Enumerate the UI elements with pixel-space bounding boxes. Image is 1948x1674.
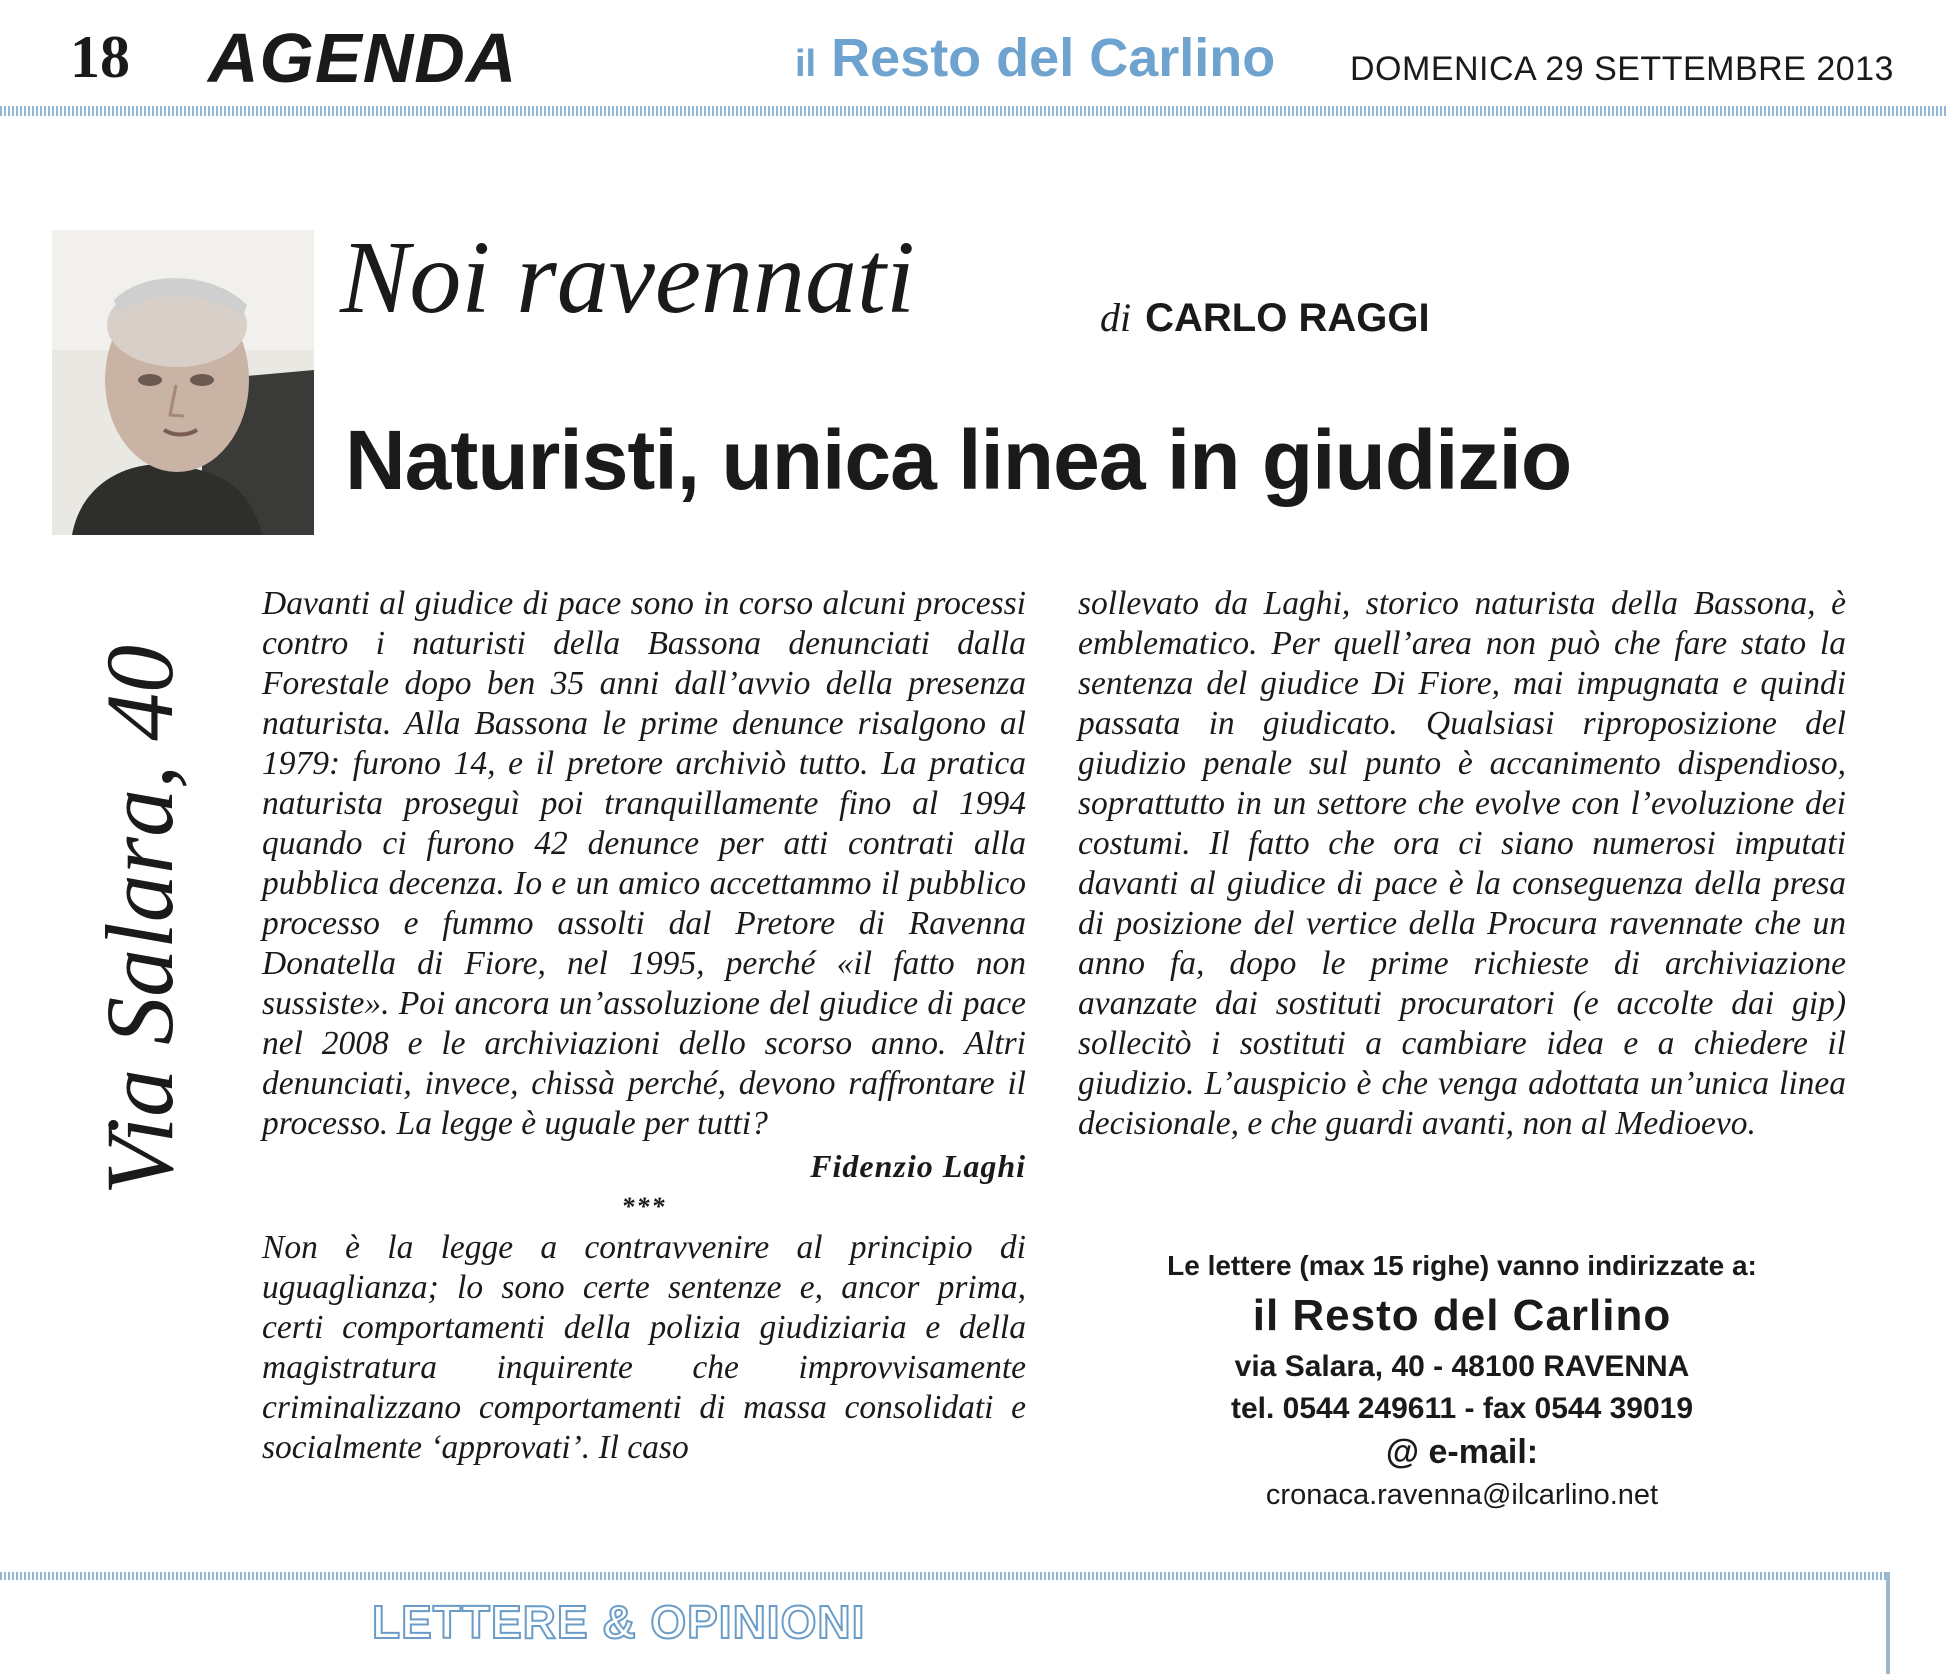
text-column-right — [1078, 584, 1846, 1144]
reply-text-part-1: Non è la legge a contravvenire al principio di uguaglianza; lo sono certe sentenze e, ancor prima, certi comportamenti della polizia giudiziaria e della magistratura inquirente che improvvisamente criminalizzano comportamenti di massa consolidati e socialmente ‘approvati’. Il caso — [262, 1229, 1026, 1466]
header-rule — [0, 106, 1948, 116]
reply-text-part-2: sollevato da Laghi, storico naturista della Bassona, è emblematico. Per quell’area non può che fare stato la sentenza del giudice Di Fiore, mai impugnata e quindi passata in giudicato. Qualsiasi riproposizione del giudizio penale sul punto è accanimento dispendioso, soprattutto in un settore che evolve con l’evoluzione dei costumi. Il fatto che ora ci siano numerosi imputati davanti al giudice di pace è la conseguenza della presa di posizione del vertice della Procura ravennate che un anno fa, dopo le prime richieste di archiviazione avanzate dai sostituti procuratori (e accolte dai gip) sollecitò i sostituti a cambiare idea e a chiedere il giudizio. L’auspicio è che venga adottata un’unica linea decisionale, e che guardi avanti, non al Medioevo. — [1078, 585, 1846, 1142]
author-portrait-image — [52, 230, 314, 535]
contact-email-link[interactable]: cronaca.ravenna@ilcarlino.net — [1265, 1479, 1659, 1511]
vertical-column-title: Via Salara, 40 — [86, 644, 193, 1196]
section-title: AGENDA — [208, 19, 518, 97]
masthead-logo — [795, 26, 1275, 96]
section-separator: *** — [621, 1192, 667, 1221]
email-label: @ e-mail: — [1385, 1433, 1539, 1471]
page-number: 18 — [70, 24, 130, 90]
article-headline: Naturisti, unica linea in giudizio — [345, 413, 1572, 507]
issue-date: DOMENICA 29 SETTEMBRE 2013 — [1350, 50, 1894, 88]
byline-prefix: di — [1100, 295, 1132, 340]
column-rubric: Noi ravennati — [340, 220, 915, 335]
contact-intro: Le lettere (max 15 righe) vanno indirizzate a: — [1167, 1250, 1757, 1281]
byline — [1100, 294, 1430, 342]
masthead-name: Resto del Carlino — [831, 28, 1276, 88]
masthead-prefix: il — [795, 43, 817, 85]
page-header — [0, 0, 1948, 110]
author-photo — [52, 230, 314, 535]
letter-text: Davanti al giudice di pace sono in corso alcuni processi contro i naturisti della Bassona denunciati dalla Forestale dopo ben 35 anni dall’avvio della presenza naturista. Alla Bassona le prime denunce risalgono al 1979: furono 14, e il pretore archiviò tutto. La pratica naturista proseguì poi tranquillamente fino al 1994 quando ci furono 42 denunce per atti contrati alla pubblica decenza. Io e un amico accettammo il pubblico processo e fummo assolti dal Pretore di Ravenna Donatella di Fiore, nel 1995, perché «il fatto non sussiste». Poi ancora un’assoluzione del giudice di pace nel 2008 e le archiviazioni dello scorso anno. Altri denunciati, invece, chissà perché, devono raffrontare il processo. La legge è uguale per tutti? — [262, 585, 1026, 1142]
author-name: CARLO RAGGI — [1145, 296, 1430, 340]
footer-section-title: LETTERE & OPINIONI — [372, 1596, 866, 1648]
contact-newspaper-name: il Resto del Carlino — [1252, 1291, 1672, 1340]
footer-rule-vertical — [1886, 1572, 1890, 1674]
contact-box — [1078, 1246, 1846, 1516]
contact-address: via Salara, 40 - 48100 RAVENNA — [1234, 1350, 1690, 1383]
footer-rule — [0, 1572, 1890, 1580]
contact-phone: tel. 0544 249611 - fax 0544 39019 — [1230, 1392, 1694, 1425]
letter-signature: Fidenzio Laghi — [810, 1148, 1026, 1184]
text-column-left — [262, 584, 1026, 1468]
